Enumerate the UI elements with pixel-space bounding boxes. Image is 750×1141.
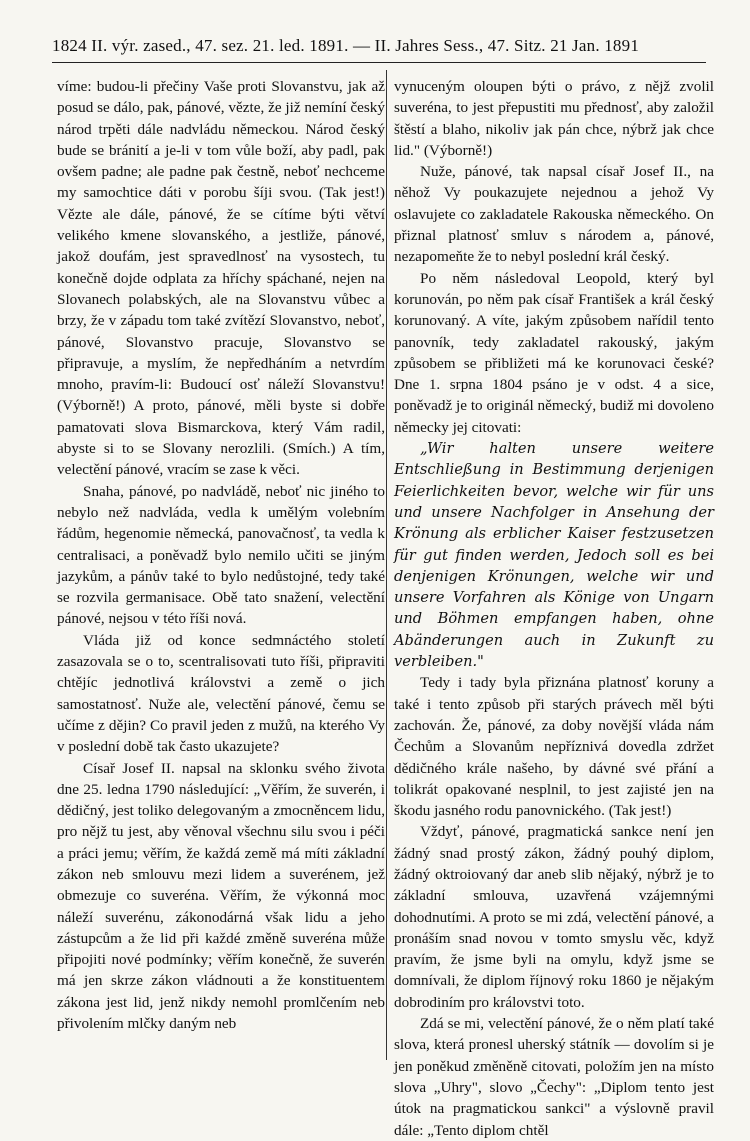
header-text: 1824 II. výr. zased., 47. sez. 21. led. 1891. — II. Jahres Sess., 47. Sitz. 21 Jan. 1891 [52, 36, 640, 55]
paragraph: Po něm následoval Leopold, který byl korunován, po něm pak císař František a král český korunovaný. A víte, jakým způsobem nařídil tento panovník, tedy zakladatel rakouský, jakým způsobem se přibližeti má ke korunovaci české? Dne 1. srpna 1804 psáno je v odst. 4 a sice, poněvadž je to originál německý, budiž mi dovoleno německy jej citovati: [394, 269, 714, 436]
header-rule [52, 62, 706, 63]
right-column [394, 76, 714, 1139]
german-quotation: „Wir halten unsere weitere Entschließung in Bestimmung derjenigen Feierlichkeiten bevor, welche wir für uns und unsere Nachfolger in Ansehung der Krönung als erblicher Kaiser festzusetzen für gut finden werden, Jedoch soll es bei denjenigen Krönungen, welche wir und unsere Vorfahren als Könige von Ungarn und Böhmen empfangen haben, ohne Abänderungen auch in Zukunft zu verbleiben." [394, 440, 714, 671]
paragraph: Nuže, pánové, tak napsal císař Josef II., na něhož Vy poukazujete nejednou a jehož Vy oslavujete co zakladatele Rakouska německého. On přiznal platnosť smluv s národem a, pánové, nezapomeňte že to nebyl poslední král český. [394, 163, 714, 266]
page-header [52, 36, 706, 56]
paragraph: Tedy i tady byla přiznána platnosť koruny a také i tento způsob při starých právech měl býti zachován. Že, pánové, za doby novější vláda nám Čechům a Slovanům nepříznivá dovedla zdržet dědičného krále našeho, by dávné své přání a tolikrát opakované nesplnil, to jest zajisté jen na škodu jasného rodu panovnického. (Tak jest!) [394, 674, 714, 820]
paragraph: Snaha, pánové, po nadvládě, neboť nic jiného to nebylo než nadvláda, vedla k umělým volebním řádům, hegenomie německá, panovačnosť, ta vedla k centralisaci, a poněvadž bylo nemilo učiti se jiným jazykům, a pánův také to bylo nedůstojné, tedy také se rozvila germanisace. Obě tato snažení, velectění pánové, nejsou v této říši nová. [57, 482, 385, 628]
paragraph: Vždyť, pánové, pragmatická sankce není jen žádný snad prostý zákon, žádný pouhý diplom, žádný oktroiovaný dar aneb slib nějaký, nýbrž je to základní smlouva, uzavřená vzájemnými dohodnutími. A proto se mi zdá, velectění pánové, a pronáším snad novou v tomto smyslu věc, když pravím, že jsme byli na omylu, když jsme se domnívali, že diplom říjnový roku 1860 je nějakým dobrodiním pro královstvi toto. [394, 823, 714, 1011]
paragraph: Císař Josef II. napsal na sklonku svého života dne 25. ledna 1790 následující: „Věřím, že suverén, i dědičný, jest toliko delegovaným a zmocněncem lidu, pro nějž tu jest, aby věnoval všechnu silu svou i péči a práci jemu; věřím, že každá země má míti základní zákon neb smlouvu mezi lidem a suverénem, jež obmezuje co suveréna. Věřím, že výkonná moc náleží suverénu, zákonodárná však lidu a jeho zástupcům a že lid při každé změně suveréna může připojiti nové podmínky; věřím konečně, že suverén má jen skrze zákon vládnouti a že konstituentem zákona jest lid, jenž nikdy nemohl promlčením neb přivolením mlčky daným neb [57, 759, 385, 1033]
paragraph: víme: budou-li přečiny Vaše proti Slovanstvu, jak až posud se dálo, pak, pánové, vězte, že již nemíní český národ trpěti dále nadvládu německou. Národ český bude se bránití a je-li v tom vůle boží, aby padl, pak ovšem padne; ale padne pak čestně, neboť nechceme my samochtice dáti v porobu šíji svou. (Tak jest!) Vězte ale dále, pánové, že se cítíme býti větví velikého kmene slovanského, a jestliže, pánové, jakož doufám, jest spravedlnosť na vysostech, tu konečně dojde odplata za hříchy spáchané, nejen na Slovanech polabských, ale na Slovanstvu vůbec a brzy, že v západu tom také zvítězí Slovanstvo, neboť, pánové, Slovanstvo pracuje, Slovanstvo se připravuje, a myslím, že nepředháním a netvrdím mnoho, pravím-li: Budoucí osť náleží Slovanstvu! (Výborně!) A proto, pánové, měli byste si dobře pamatovati slova Bismarckova, který Vám radil, abyste si to se Slovany nerozlili. (Smích.) A tím, velectění pánové, vracím se zase k věci. [57, 78, 385, 479]
paragraph: Zdá se mi, velectění pánové, že o něm platí také slova, která pronesl uherský státník — dovolím si je jen poněkud změněně citovati, položím jen na místo slova „Uhry", slovo „Čechy": „Diplom tento jest útok na pragmatickou sankci" a výslovně pravil dále: „Tento diplom chtěl [394, 1015, 714, 1139]
paragraph: vynuceným oloupen býti o právo, z nějž zvolil suveréna, to jest přepustiti mu přednosť, aby založil štěstí a blaho, nikoliv jak pán chce, nýbrž jak chce lid." (Výborně!) [394, 78, 714, 159]
column-divider [386, 70, 387, 1060]
left-column [57, 76, 385, 1066]
paragraph: Vláda již od konce sedmnáctého století zasazovala se o to, scentralisovati tuto říši, připraviti chtějíc jednotlivá královstvi a země o jich samostatnosť. Nuže ale, velectění pánové, čemu se učíme z dějin? Co pravil jeden z mužů, na kterého Vy v poslední době tak často ukazujete? [57, 631, 385, 756]
